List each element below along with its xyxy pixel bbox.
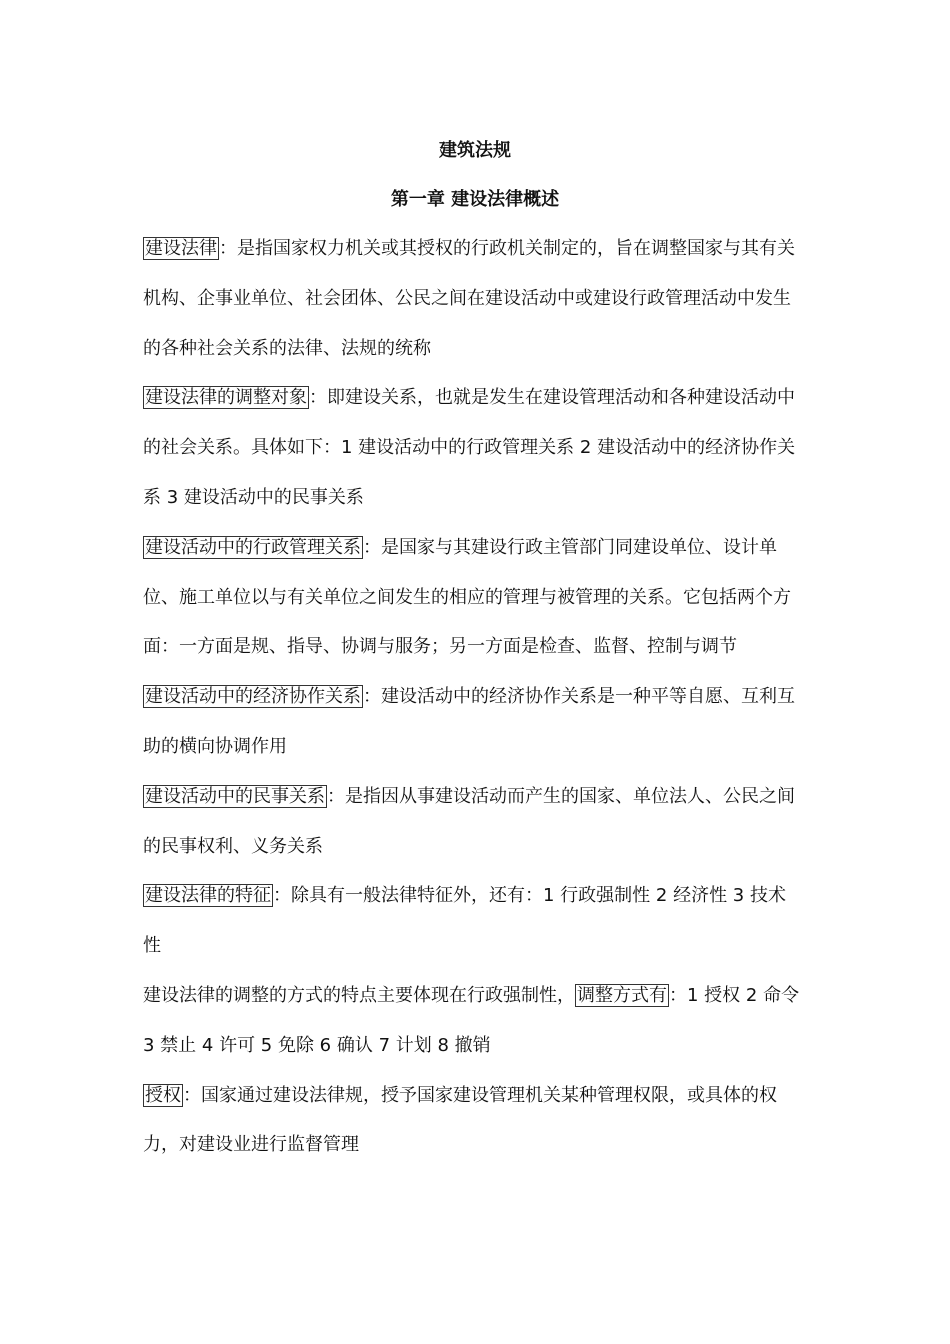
definition-text: ：国家通过建设法律规，授予国家建设管理机关某种管理权限，或具体的权力，对建设业进行监督管理 xyxy=(143,1084,777,1156)
term-box: 授权 xyxy=(145,1084,181,1106)
definition-text: ：除具有一般法律特征外，还有：1 行政强制性 2 经济性 3 技术性 xyxy=(143,885,786,957)
definition-text: ：是国家与其建设行政主管部门同建设单位、设计单位、施工单位以与有关单位之间发生的相应的管理与被管理的关系。它包括两个方面：一方面是规、指导、协调与服务；另一方面是检查、监督、控制与调节 xyxy=(143,536,791,658)
paragraph-law-features xyxy=(143,871,803,971)
definition-text: ：1 授权 2 命令 3 禁止 4 许可 5 免除 6 确认 7 计划 8 撤销 xyxy=(143,984,800,1056)
paragraph-civil-relation xyxy=(143,772,803,872)
definition-text: ：建设活动中的经济协作关系是一种平等自愿、互利互助的横向协调作用 xyxy=(143,686,795,757)
definition-text: ：即建设关系，也就是发生在建设管理活动和各种建设活动中的社会关系。具体如下：1 建设活动中的行政管理关系 2 建设活动中的经济协作关系 3 建设活动中的民事关系 xyxy=(143,387,796,508)
term-box: 建设法律的特征 xyxy=(145,885,271,907)
paragraph-adjustment-object xyxy=(143,373,803,522)
paragraph-construction-law xyxy=(143,224,803,373)
paragraph-administrative-relation xyxy=(143,523,803,672)
definition-text: ：是指国家权力机关或其授权的行政机关制定的，旨在调整国家与其有关机构、企事业单位、社会团体、公民之间在建设活动中或建设行政管理活动中发生的各种社会关系的法律、法规的统称 xyxy=(143,238,795,359)
paragraph-authorization xyxy=(143,1071,803,1171)
definition-text: ：是指因从事建设活动而产生的国家、单位法人、公民之间的民事权利、义务关系 xyxy=(143,785,795,857)
document-body xyxy=(143,224,803,1170)
paragraph-economic-relation xyxy=(143,672,803,772)
term-box: 建设活动中的民事关系 xyxy=(145,785,325,807)
term-box: 调整方式有 xyxy=(577,984,667,1006)
document-title: 建筑法规 xyxy=(439,140,511,161)
term-box: 建设活动中的经济协作关系 xyxy=(145,686,361,708)
term-box: 建设活动中的行政管理关系 xyxy=(145,536,361,558)
chapter-heading: 第一章 建设法律概述 xyxy=(390,189,560,210)
term-box: 建设法律的调整对象 xyxy=(145,387,307,409)
paragraph-adjustment-methods xyxy=(143,971,803,1071)
prefix-text: 建设法律的调整的方式的特点主要体现在行政强制性， xyxy=(143,984,575,1006)
term-box: 建设法律 xyxy=(145,238,217,259)
